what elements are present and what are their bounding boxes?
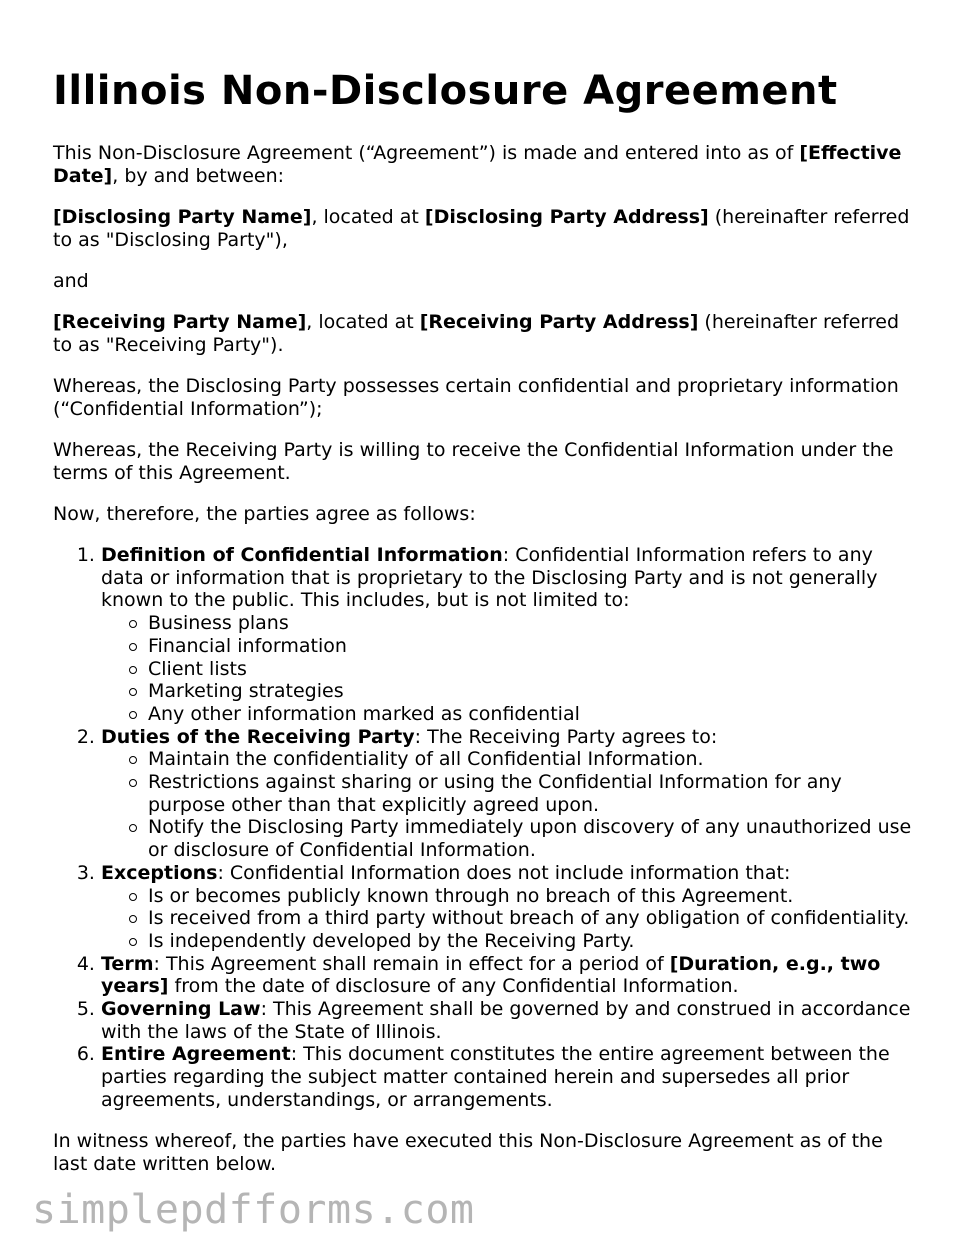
section-text: : Confidential Information refers to any data or information that is proprietary to the Disclosing Party and is not generally known to the public. This includes, but is not limited to: xyxy=(101,544,878,612)
section-text-after: from the date of disclosure of any Confidential Information. xyxy=(168,975,739,998)
section-text: : The Receiving Party agrees to: xyxy=(414,725,718,748)
intro-text-after: , by and between: xyxy=(112,165,285,187)
now-therefore-paragraph: Now, therefore, the parties agree as follows: xyxy=(53,503,476,525)
agreement-sections-list xyxy=(53,544,921,1112)
whereas-paragraph-1: Whereas, the Disclosing Party possesses certain confidential and proprietary information (“Confidential Information”); xyxy=(53,375,899,420)
receiving-party-address: [Receiving Party Address] xyxy=(419,311,699,333)
located-text: , located at xyxy=(306,311,420,333)
effective-date-placeholder: [Effective Date] xyxy=(53,142,902,187)
receiving-party-name: [Receiving Party Name] xyxy=(53,311,307,333)
section-text: : This Agreement shall remain in effect for a period of xyxy=(153,952,670,975)
intro-text: This Non-Disclosure Agreement (“Agreement”) is made and entered into as of xyxy=(53,142,800,164)
list-item: Is independently developed by the Receiving Party. xyxy=(148,930,921,953)
disclosing-party-address: [Disclosing Party Address] xyxy=(424,206,709,228)
document-page xyxy=(53,64,921,1194)
and-paragraph: and xyxy=(53,270,89,292)
section-governing-law xyxy=(101,998,921,1043)
sub-list xyxy=(101,612,921,726)
list-item: Is received from a third party without breach of any obligation of confidentiality. xyxy=(148,907,921,930)
section-heading: Exceptions xyxy=(101,861,218,884)
section-text: : This document constitutes the entire agreement between the parties regarding the subject matter contained herein and supersedes all prior agreements, understandings, or arrangements. xyxy=(101,1043,890,1111)
list-item: Is or becomes publicly known through no breach of this Agreement. xyxy=(148,885,921,908)
list-item: Any other information marked as confidential xyxy=(148,703,921,726)
intro-paragraph xyxy=(53,142,921,188)
whereas-paragraph-2: Whereas, the Receiving Party is willing to receive the Confidential Information under the terms of this Agreement. xyxy=(53,439,894,484)
disclosing-party-name: [Disclosing Party Name] xyxy=(53,206,312,228)
located-text: , located at xyxy=(311,206,425,228)
section-entire-agreement xyxy=(101,1043,921,1111)
list-item: Client lists xyxy=(148,658,921,681)
list-item: Business plans xyxy=(148,612,921,635)
list-item: Maintain the confidentiality of all Confidential Information. xyxy=(148,748,921,771)
list-item: Marketing strategies xyxy=(148,680,921,703)
section-definition xyxy=(101,544,921,726)
section-heading: Entire Agreement xyxy=(101,1043,291,1066)
section-text: : This Agreement shall be governed by and construed in accordance with the laws of the State of Illinois. xyxy=(101,998,911,1043)
list-item: Notify the Disclosing Party immediately upon discovery of any unauthorized use or disclosure of Confidential Information. xyxy=(148,816,921,861)
duration-placeholder: [Duration, e.g., two years] xyxy=(101,952,881,998)
section-text: : Confidential Information does not include information that: xyxy=(217,861,791,884)
section-term xyxy=(101,953,921,998)
section-heading: Term xyxy=(101,952,154,975)
disclosing-party-suffix: (hereinafter referred to as "Disclosing Party"), xyxy=(53,206,910,251)
sub-list xyxy=(101,885,921,953)
section-heading: Duties of the Receiving Party xyxy=(101,725,415,748)
list-item: Financial information xyxy=(148,635,921,658)
section-exceptions xyxy=(101,862,921,953)
disclosing-party-paragraph xyxy=(53,206,921,252)
witness-paragraph: In witness whereof, the parties have executed this Non-Disclosure Agreement as of the last date written below. xyxy=(53,1129,883,1175)
list-item: Restrictions against sharing or using the Confidential Information for any purpose other than that explicitly agreed upon. xyxy=(148,771,921,816)
section-heading: Governing Law xyxy=(101,998,261,1021)
receiving-party-suffix: (hereinafter referred to as "Receiving Party"). xyxy=(53,311,900,356)
watermark: simplepdfforms.com xyxy=(32,1187,475,1233)
receiving-party-paragraph xyxy=(53,311,921,357)
document-title: Illinois Non-Disclosure Agreement xyxy=(53,68,838,114)
section-heading: Definition of Confidential Information xyxy=(101,544,503,566)
sub-list xyxy=(101,748,921,862)
section-duties xyxy=(101,726,921,862)
